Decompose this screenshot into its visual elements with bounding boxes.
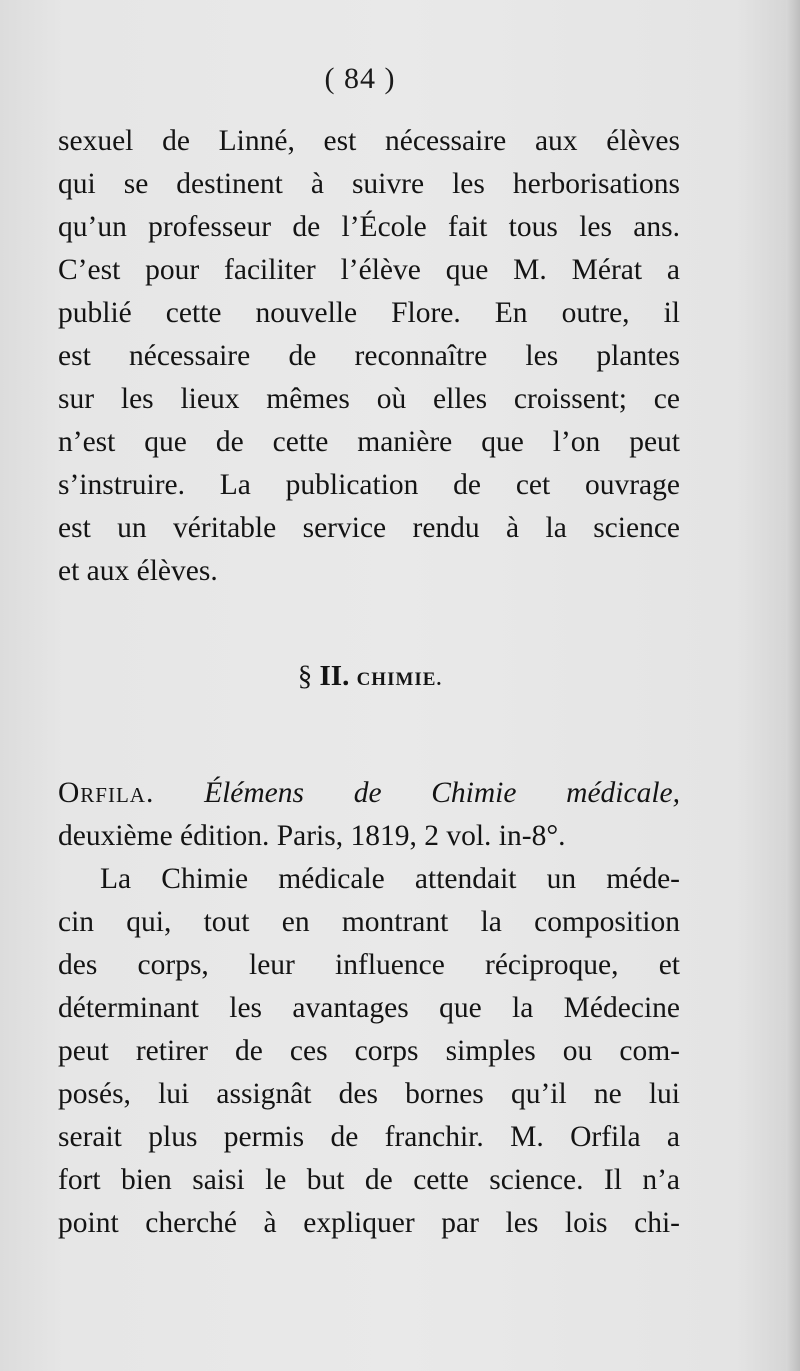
section-number: II. [319, 660, 350, 692]
text-line: peut retirer de ces corps simples ou com- [58, 1035, 680, 1067]
entry-title: Élémens de Chimie médicale, [204, 777, 680, 809]
section-heading [0, 660, 740, 693]
text-line: serait plus permis de franchir. M. Orfila a [58, 1121, 680, 1153]
text-line: fort bien saisi le but de cette science. Il n’a [58, 1164, 680, 1196]
page-edge [786, 0, 800, 1371]
bibliographic-entry [58, 772, 680, 858]
entry-edition: deuxième édition. Paris, 1819, 2 vol. in-8°. [58, 820, 566, 852]
entry-heading-line [58, 772, 680, 815]
text-line: n’est que de cette manière que l’on peut [58, 426, 680, 458]
text-line: point cherché à expliquer par les lois chi- [58, 1207, 680, 1239]
text-line: La Chimie médicale attendait un méde- [100, 863, 680, 895]
text-line: est un véritable service rendu à la science [58, 512, 680, 544]
intro-paragraph [58, 120, 680, 593]
text-line: sexuel de Linné, est nécessaire aux élèves [58, 125, 680, 157]
text-line: sur les lieux mêmes où elles croissent; ce [58, 383, 680, 415]
text-line: est nécessaire de reconnaître les plantes [58, 340, 680, 372]
review-paragraph [58, 858, 680, 1245]
section-symbol: § [297, 660, 313, 692]
section-title: CHIMIE. [356, 669, 443, 690]
text-line: et aux élèves. [58, 555, 218, 587]
entry-author: Orfila. [58, 777, 155, 809]
text-line: qui se destinent à suivre les herborisations [58, 168, 680, 200]
text-line: publié cette nouvelle Flore. En outre, il [58, 297, 680, 329]
text-line: déterminant les avantages que la Médecine [58, 992, 680, 1024]
text-line: C’est pour faciliter l’élève que M. Mérat a [58, 254, 680, 286]
text-line: s’instruire. La publication de cet ouvrage [58, 469, 680, 501]
text-line: des corps, leur influence réciproque, et [58, 949, 680, 981]
page-number: ( 84 ) [324, 62, 396, 95]
text-line: cin qui, tout en montrant la composition [58, 906, 680, 938]
text-line: posés, lui assignât des bornes qu’il ne lui [58, 1078, 680, 1110]
text-line: qu’un professeur de l’École fait tous les ans. [58, 211, 680, 243]
